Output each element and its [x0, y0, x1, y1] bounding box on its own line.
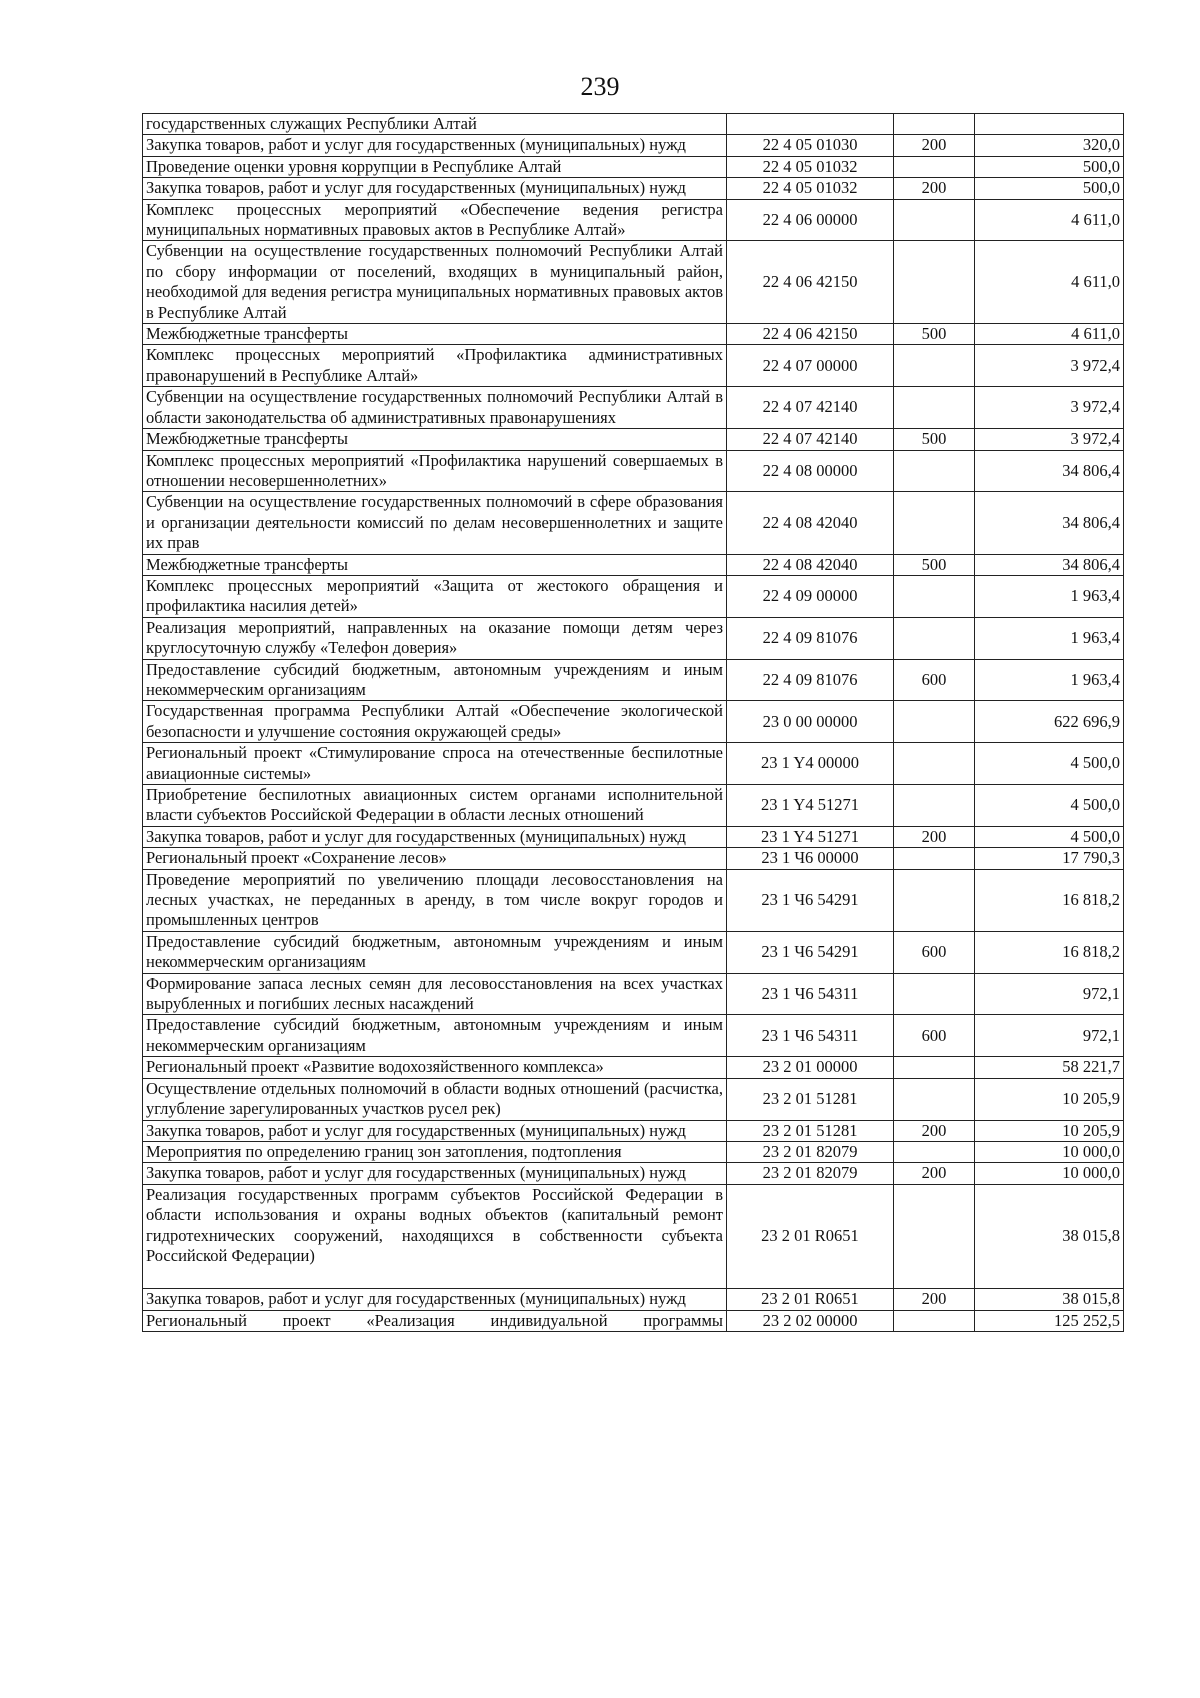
row-name-cell: Государственная программа Республики Алтай «Обеспечение экологической безопасности и улучшение состояния окружающей среды» [143, 701, 727, 743]
row-amount-cell [975, 114, 1124, 135]
row-code-cell: 23 2 01 00000 [727, 1057, 894, 1078]
row-amount-cell: 3 972,4 [975, 387, 1124, 429]
row-expense-type-cell [894, 450, 975, 492]
row-expense-type-cell [894, 701, 975, 743]
row-amount-cell: 1 963,4 [975, 575, 1124, 617]
row-code-cell: 22 4 09 00000 [727, 575, 894, 617]
table-row [143, 324, 1124, 345]
row-code-cell: 22 4 06 42150 [727, 324, 894, 345]
row-name-cell: Приобретение беспилотных авиационных систем органами исполнительной власти субъектов Российской Федерации в области лесных отношений [143, 785, 727, 827]
row-expense-type-cell [894, 1141, 975, 1162]
row-expense-type-cell: 200 [894, 1289, 975, 1310]
row-code-cell: 22 4 07 00000 [727, 345, 894, 387]
row-expense-type-cell [894, 1184, 975, 1289]
table-row [143, 931, 1124, 973]
row-name-cell: Закупка товаров, работ и услуг для государственных (муниципальных) нужд [143, 1120, 727, 1141]
row-name-cell: Проведение мероприятий по увеличению площади лесовосстановления на лесных участках, не переданных в аренду, в том числе вокруг городов и промышленных центров [143, 869, 727, 931]
row-name-cell: Осуществление отдельных полномочий в области водных отношений (расчистка, углубление зарегулированных участков русел рек) [143, 1078, 727, 1120]
row-name-cell: Мероприятия по определению границ зон затопления, подтопления [143, 1141, 727, 1162]
table-row [143, 1015, 1124, 1057]
row-amount-cell: 38 015,8 [975, 1289, 1124, 1310]
row-amount-cell: 500,0 [975, 156, 1124, 177]
row-code-cell: 23 2 01 R0651 [727, 1289, 894, 1310]
table-row [143, 785, 1124, 827]
row-name-cell: Закупка товаров, работ и услуг для государственных (муниципальных) нужд [143, 178, 727, 199]
page-number: 239 [580, 72, 620, 101]
row-name-cell: Комплекс процессных мероприятий «Защита от жестокого обращения и профилактика насилия детей» [143, 575, 727, 617]
row-expense-type-cell [894, 1078, 975, 1120]
table-row [143, 659, 1124, 701]
row-code-cell: 22 4 07 42140 [727, 429, 894, 450]
row-code-cell [727, 114, 894, 135]
row-expense-type-cell: 600 [894, 931, 975, 973]
budget-table-body [143, 114, 1124, 1332]
table-row [143, 1289, 1124, 1310]
row-expense-type-cell: 200 [894, 826, 975, 847]
row-amount-cell: 622 696,9 [975, 701, 1124, 743]
row-name-cell: Межбюджетные трансферты [143, 429, 727, 450]
row-code-cell: 22 4 05 01030 [727, 135, 894, 156]
row-name-cell: Субвенции на осуществление государственных полномочий в сфере образования и организации деятельности комиссий по делам несовершеннолетних и защите их прав [143, 492, 727, 554]
table-row [143, 429, 1124, 450]
row-amount-cell: 10 000,0 [975, 1163, 1124, 1184]
row-code-cell: 22 4 07 42140 [727, 387, 894, 429]
row-amount-cell: 4 500,0 [975, 785, 1124, 827]
row-code-cell: 22 4 05 01032 [727, 178, 894, 199]
row-expense-type-cell: 200 [894, 1120, 975, 1141]
table-row [143, 135, 1124, 156]
row-expense-type-cell: 500 [894, 324, 975, 345]
table-row [143, 178, 1124, 199]
row-expense-type-cell [894, 387, 975, 429]
row-expense-type-cell [894, 617, 975, 659]
row-amount-cell: 16 818,2 [975, 931, 1124, 973]
row-name-cell: Комплекс процессных мероприятий «Профилактика административных правонарушений в Республике Алтай» [143, 345, 727, 387]
row-name-cell: Реализация мероприятий, направленных на оказание помощи детям через круглосуточную службу «Телефон доверия» [143, 617, 727, 659]
row-name-cell: Предоставление субсидий бюджетным, автономным учреждениям и иным некоммерческим организациям [143, 659, 727, 701]
row-code-cell: 22 4 08 42040 [727, 492, 894, 554]
row-amount-cell: 972,1 [975, 1015, 1124, 1057]
row-expense-type-cell [894, 848, 975, 869]
row-code-cell: 22 4 08 00000 [727, 450, 894, 492]
table-row [143, 1310, 1124, 1331]
table-row [143, 241, 1124, 324]
row-expense-type-cell: 600 [894, 659, 975, 701]
table-row [143, 1184, 1124, 1289]
row-name-cell: Проведение оценки уровня коррупции в Республике Алтай [143, 156, 727, 177]
row-name-cell: Комплекс процессных мероприятий «Обеспечение ведения регистра муниципальных нормативных правовых актов в Республике Алтай» [143, 199, 727, 241]
table-row [143, 701, 1124, 743]
row-code-cell: 23 2 01 51281 [727, 1078, 894, 1120]
row-name-cell: Субвенции на осуществление государственных полномочий Республики Алтай в области законодательства об административных правонарушениях [143, 387, 727, 429]
row-expense-type-cell [894, 345, 975, 387]
row-amount-cell: 500,0 [975, 178, 1124, 199]
row-name-cell: Предоставление субсидий бюджетным, автономным учреждениям и иным некоммерческим организациям [143, 931, 727, 973]
row-expense-type-cell [894, 785, 975, 827]
table-row [143, 199, 1124, 241]
row-expense-type-cell [894, 114, 975, 135]
row-code-cell: 22 4 06 42150 [727, 241, 894, 324]
row-code-cell: 23 2 01 82079 [727, 1163, 894, 1184]
row-expense-type-cell: 200 [894, 135, 975, 156]
row-name-cell: Региональный проект «Развитие водохозяйственного комплекса» [143, 1057, 727, 1078]
row-name-cell: Региональный проект «Сохранение лесов» [143, 848, 727, 869]
row-code-cell: 22 4 06 00000 [727, 199, 894, 241]
table-row [143, 826, 1124, 847]
row-expense-type-cell [894, 743, 975, 785]
row-code-cell: 23 2 01 R0651 [727, 1184, 894, 1289]
table-row [143, 450, 1124, 492]
row-expense-type-cell [894, 575, 975, 617]
row-amount-cell: 4 500,0 [975, 826, 1124, 847]
row-amount-cell: 10 000,0 [975, 1141, 1124, 1162]
table-row [143, 156, 1124, 177]
row-name-cell: Закупка товаров, работ и услуг для государственных (муниципальных) нужд [143, 826, 727, 847]
table-row [143, 345, 1124, 387]
row-amount-cell: 125 252,5 [975, 1310, 1124, 1331]
row-expense-type-cell: 500 [894, 429, 975, 450]
table-row [143, 575, 1124, 617]
row-name-cell: Реализация государственных программ субъектов Российской Федерации в области использования и охраны водных объектов (капитальный ремонт гидротехнических сооружений, находящихся в собственности субъекта Российской Федерации) [143, 1184, 727, 1289]
row-name-cell: Предоставление субсидий бюджетным, автономным учреждениям и иным некоммерческим организациям [143, 1015, 727, 1057]
row-amount-cell: 1 963,4 [975, 659, 1124, 701]
row-name-cell: Межбюджетные трансферты [143, 324, 727, 345]
row-amount-cell: 10 205,9 [975, 1078, 1124, 1120]
row-amount-cell: 4 611,0 [975, 199, 1124, 241]
row-name-cell: Закупка товаров, работ и услуг для государственных (муниципальных) нужд [143, 1163, 727, 1184]
row-expense-type-cell [894, 1310, 975, 1331]
row-expense-type-cell: 600 [894, 1015, 975, 1057]
row-amount-cell: 34 806,4 [975, 450, 1124, 492]
row-code-cell: 23 1 Ч6 54311 [727, 1015, 894, 1057]
row-code-cell: 22 4 08 42040 [727, 554, 894, 575]
row-amount-cell: 17 790,3 [975, 848, 1124, 869]
row-code-cell: 23 1 Ч6 54291 [727, 869, 894, 931]
table-row [143, 1078, 1124, 1120]
row-code-cell: 23 1 Y4 00000 [727, 743, 894, 785]
row-amount-cell: 3 972,4 [975, 345, 1124, 387]
table-row [143, 617, 1124, 659]
row-code-cell: 23 2 02 00000 [727, 1310, 894, 1331]
row-amount-cell: 320,0 [975, 135, 1124, 156]
row-expense-type-cell [894, 1057, 975, 1078]
table-row [143, 554, 1124, 575]
row-code-cell: 23 1 Ч6 00000 [727, 848, 894, 869]
row-expense-type-cell [894, 492, 975, 554]
row-amount-cell: 34 806,4 [975, 554, 1124, 575]
row-amount-cell: 38 015,8 [975, 1184, 1124, 1289]
table-row [143, 1141, 1124, 1162]
table-row [143, 1163, 1124, 1184]
row-name-cell: Комплекс процессных мероприятий «Профилактика нарушений совершаемых в отношении несовершеннолетних» [143, 450, 727, 492]
row-amount-cell: 10 205,9 [975, 1120, 1124, 1141]
row-amount-cell: 16 818,2 [975, 869, 1124, 931]
table-row [143, 387, 1124, 429]
row-name-cell: Формирование запаса лесных семян для лесовосстановления на всех участках вырубленных и погибших лесных насаждений [143, 973, 727, 1015]
table-row [143, 114, 1124, 135]
row-amount-cell: 58 221,7 [975, 1057, 1124, 1078]
row-code-cell: 22 4 09 81076 [727, 617, 894, 659]
row-amount-cell: 4 500,0 [975, 743, 1124, 785]
row-expense-type-cell [894, 156, 975, 177]
budget-table [142, 113, 1124, 1332]
row-expense-type-cell [894, 869, 975, 931]
row-expense-type-cell [894, 199, 975, 241]
row-amount-cell: 972,1 [975, 973, 1124, 1015]
table-row [143, 743, 1124, 785]
row-expense-type-cell: 500 [894, 554, 975, 575]
row-code-cell: 23 1 Ч6 54291 [727, 931, 894, 973]
row-code-cell: 23 1 Y4 51271 [727, 785, 894, 827]
row-amount-cell: 1 963,4 [975, 617, 1124, 659]
row-name-cell: государственных служащих Республики Алтай [143, 114, 727, 135]
row-code-cell: 23 2 01 51281 [727, 1120, 894, 1141]
row-expense-type-cell [894, 241, 975, 324]
row-code-cell: 23 2 01 82079 [727, 1141, 894, 1162]
row-code-cell: 22 4 09 81076 [727, 659, 894, 701]
row-amount-cell: 4 611,0 [975, 324, 1124, 345]
row-name-cell: Закупка товаров, работ и услуг для государственных (муниципальных) нужд [143, 135, 727, 156]
table-row [143, 848, 1124, 869]
table-row [143, 869, 1124, 931]
row-expense-type-cell: 200 [894, 1163, 975, 1184]
table-row [143, 1120, 1124, 1141]
table-row [143, 1057, 1124, 1078]
row-name-cell: Субвенции на осуществление государственных полномочий Республики Алтай по сбору информации от поселений, входящих в муниципальный район, необходимой для ведения регистра муниципальных нормативных правовых актов в Республике Алтай [143, 241, 727, 324]
row-amount-cell: 34 806,4 [975, 492, 1124, 554]
row-code-cell: 23 0 00 00000 [727, 701, 894, 743]
row-code-cell: 23 1 Y4 51271 [727, 826, 894, 847]
row-expense-type-cell: 200 [894, 178, 975, 199]
row-name-cell: Региональный проект «Реализация индивидуальной программы [143, 1310, 727, 1331]
row-name-cell: Закупка товаров, работ и услуг для государственных (муниципальных) нужд [143, 1289, 727, 1310]
row-expense-type-cell [894, 973, 975, 1015]
row-name-cell: Региональный проект «Стимулирование спроса на отечественные беспилотные авиационные системы» [143, 743, 727, 785]
row-code-cell: 23 1 Ч6 54311 [727, 973, 894, 1015]
row-amount-cell: 3 972,4 [975, 429, 1124, 450]
row-name-cell: Межбюджетные трансферты [143, 554, 727, 575]
table-row [143, 492, 1124, 554]
table-row [143, 973, 1124, 1015]
row-code-cell: 22 4 05 01032 [727, 156, 894, 177]
row-amount-cell: 4 611,0 [975, 241, 1124, 324]
